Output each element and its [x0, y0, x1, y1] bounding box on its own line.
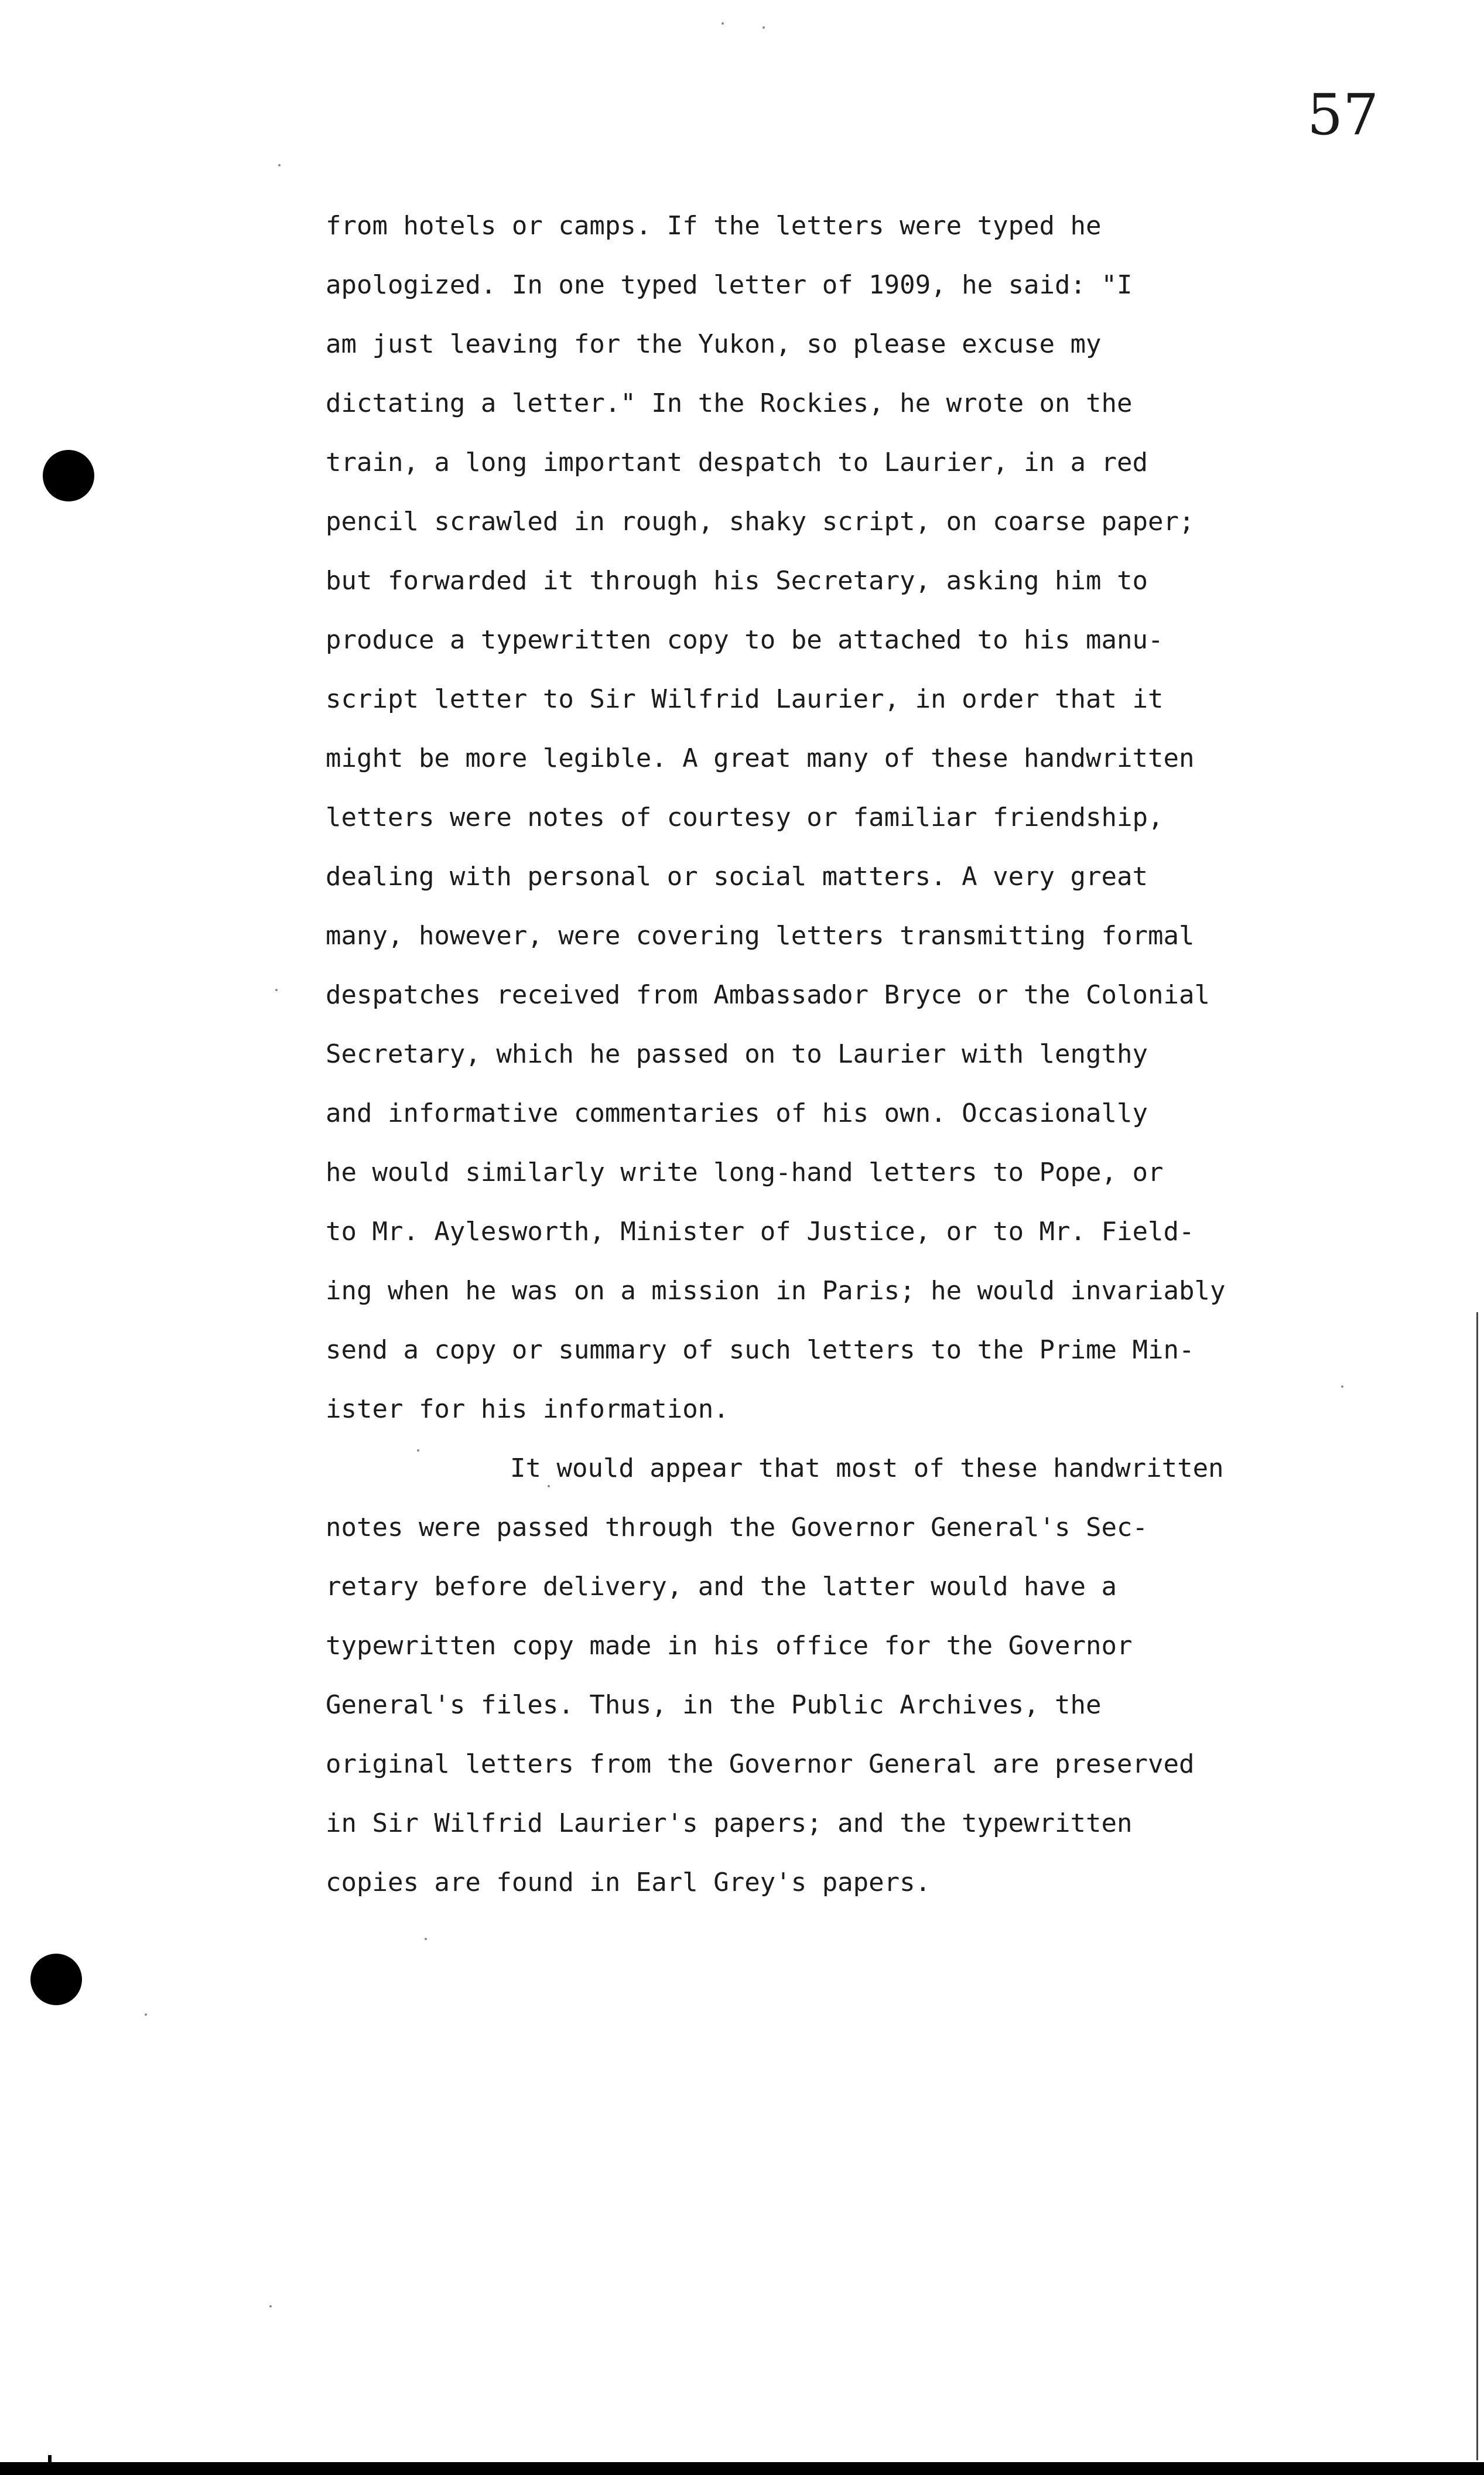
scan-speck [269, 2305, 272, 2307]
scan-right-edge [1476, 1312, 1478, 2460]
text-line: pencil scrawled in rough, shaky script, on coarse paper; [326, 507, 1195, 537]
text-line: ister for his information. [326, 1394, 729, 1424]
text-line: am just leaving for the Yukon, so please excuse my [326, 329, 1102, 359]
text-line: might be more legible. A great many of these handwritten [326, 743, 1195, 773]
text-line: letters were notes of courtesy or familiar friendship, [326, 803, 1164, 832]
scan-speck [762, 26, 765, 29]
text-line: produce a typewritten copy to be attached to his manu- [326, 625, 1164, 655]
text-line: from hotels or camps. If the letters were typed he [326, 211, 1102, 241]
text-line: apologized. In one typed letter of 1909, he said: "I [326, 270, 1133, 300]
text-line: send a copy or summary of such letters to the Prime Min- [326, 1335, 1195, 1365]
scan-speck [1341, 1385, 1343, 1388]
text-line: ing when he was on a mission in Paris; he would invariably [326, 1276, 1226, 1306]
page-number: 57 [1307, 82, 1379, 148]
punch-hole-top [43, 450, 94, 501]
punch-hole-bottom [30, 1954, 82, 2005]
text-line: in Sir Wilfrid Laurier's papers; and the typewritten [326, 1808, 1133, 1838]
text-line: copies are found in Earl Grey's papers. [326, 1868, 931, 1897]
scan-speck [722, 22, 724, 25]
text-line: retary before delivery, and the latter would have a [326, 1572, 1117, 1602]
text-line: despatches received from Ambassador Bryce or the Colonial [326, 980, 1210, 1010]
scan-speck [548, 1485, 550, 1487]
text-line: Secretary, which he passed on to Laurier with lengthy [326, 1039, 1148, 1069]
text-line: original letters from the Governor General are preserved [326, 1749, 1195, 1779]
text-line: dictating a letter." In the Rockies, he wrote on the [326, 388, 1133, 418]
text-line: It would appear that most of these handwritten [510, 1453, 1224, 1483]
text-line: General's files. Thus, in the Public Archives, the [326, 1690, 1102, 1720]
scan-bottom-notch [48, 2455, 52, 2475]
scan-bottom-edge [0, 2462, 1484, 2475]
text-line: notes were passed through the Governor General's Sec- [326, 1513, 1148, 1542]
text-line: and informative commentaries of his own. Occasionally [326, 1098, 1148, 1128]
paragraph-1 [326, 196, 1380, 1439]
text-line: to Mr. Aylesworth, Minister of Justice, or to Mr. Field- [326, 1217, 1195, 1247]
text-line: but forwarded it through his Secretary, asking him to [326, 566, 1148, 596]
scan-speck [425, 1938, 427, 1940]
scan-speck [417, 1449, 419, 1452]
scan-speck [145, 2013, 147, 2016]
scan-speck [278, 164, 281, 166]
body-text [326, 196, 1380, 1912]
text-line: dealing with personal or social matters. A very great [326, 862, 1148, 892]
text-line: many, however, were covering letters transmitting formal [326, 921, 1195, 951]
text-line: he would similarly write long-hand letters to Pope, or [326, 1158, 1164, 1187]
scan-speck [275, 989, 278, 991]
paragraph-2 [326, 1439, 1380, 1912]
text-line: train, a long important despatch to Laurier, in a red [326, 448, 1148, 477]
text-line: script letter to Sir Wilfrid Laurier, in order that it [326, 684, 1164, 714]
text-line: typewritten copy made in his office for the Governor [326, 1631, 1133, 1661]
